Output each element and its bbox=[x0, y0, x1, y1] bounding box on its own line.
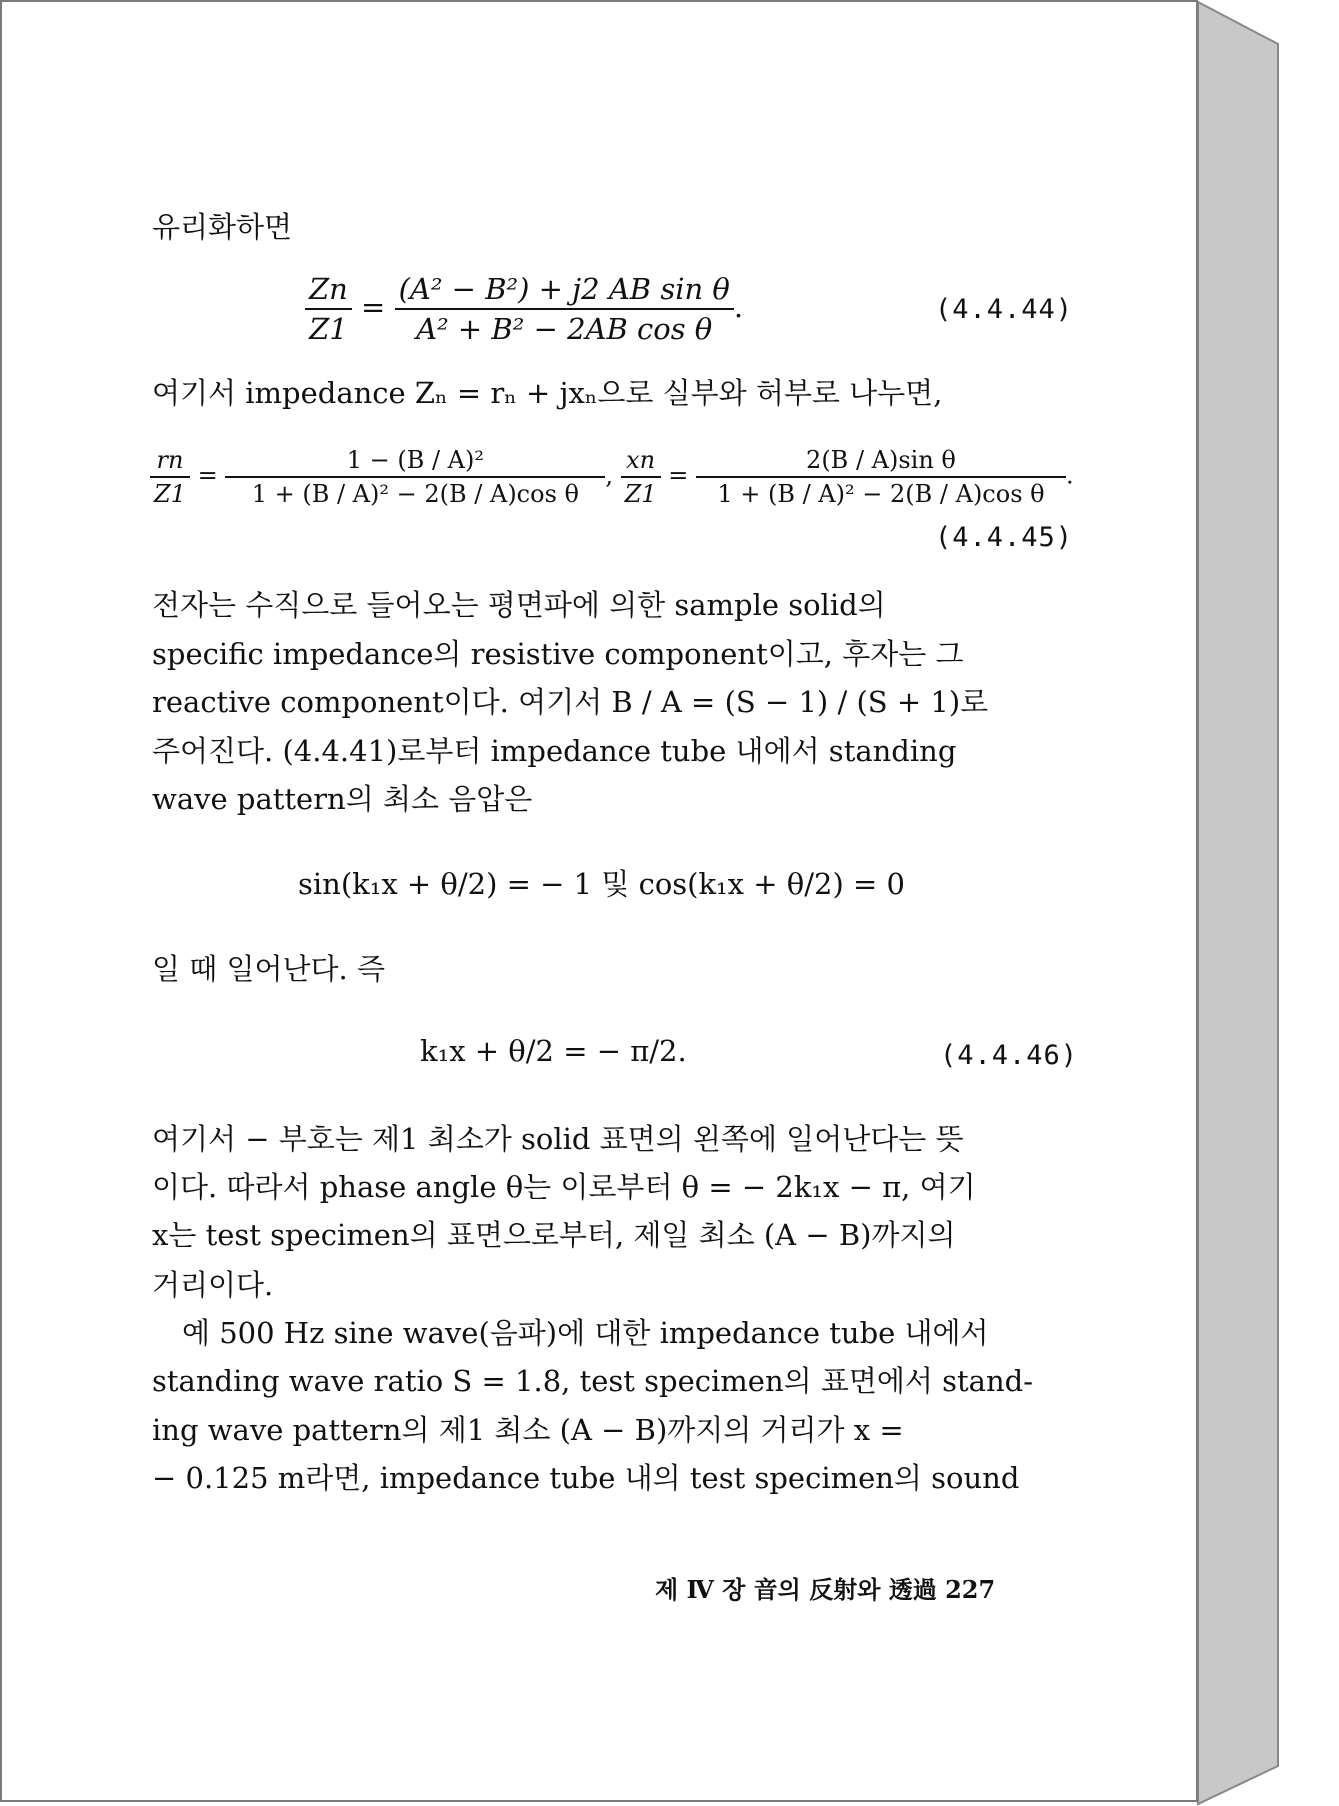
equation-number: (4.4.44) bbox=[935, 294, 1074, 325]
equation-4-4-46: k₁x + θ/2 = − π/2. bbox=[420, 1034, 687, 1068]
equation-sin-cos-condition: sin(k₁x + θ/2) = − 1 및 cos(k₁x + θ/2) = 0 bbox=[298, 867, 905, 901]
text-line: 이다. 따라서 phase angle θ는 이로부터 θ = − 2k₁x − π, 여기 bbox=[152, 1170, 976, 1204]
text-line: 거리이다. bbox=[152, 1268, 274, 1302]
text-line: 유리화하면 bbox=[152, 210, 293, 244]
text-line: 전자는 수직으로 들어오는 평면파에 의한 sample solid의 bbox=[152, 588, 886, 622]
text-line: reactive component이다. 여기서 B / A = (S − 1) / (S + 1)로 bbox=[152, 685, 989, 719]
text-line: wave pattern의 최소 음압은 bbox=[152, 782, 533, 816]
text-line: specific impedance의 resistive component이고, 후자는 그 bbox=[152, 637, 964, 671]
equation-number: (4.4.46) bbox=[940, 1040, 1079, 1071]
page-footer: 제 Ⅳ 장 音의 反射와 透過 227 bbox=[655, 1575, 996, 1604]
text-line: x는 test specimen의 표면으로부터, 제일 최소 (A − B)까지의 bbox=[152, 1218, 956, 1252]
equation-number: (4.4.45) bbox=[935, 522, 1074, 553]
text-line: 주어진다. (4.4.41)로부터 impedance tube 내에서 standing bbox=[152, 734, 957, 768]
equation-4-4-45: $\frac{rn}{Z1}$ = $\frac{\text{1 − (B / A)²}}{\text{1 + (B / A)² − 2(B / A)cos θ}}$ , $\frac{xn}{Z1}$ = $\frac{\text{2(B / A)sin θ}}{\text{1 + (B / A)² − 2(B / A)cos θ}}$ . bbox=[150, 446, 1074, 508]
text-line: 일 때 일어난다. 즉 bbox=[152, 952, 385, 986]
text-line: 예 500 Hz sine wave(음파)에 대한 impedance tube 내에서 bbox=[182, 1316, 989, 1350]
text-line: − 0.125 m라면, impedance tube 내의 test specimen의 sound bbox=[152, 1461, 1020, 1495]
text-line: 여기서 impedance Zₙ = rₙ + jxₙ으로 실부와 허부로 나누면, bbox=[152, 376, 943, 410]
text-line: standing wave ratio S = 1.8, test specimen의 표면에서 stand- bbox=[152, 1364, 1034, 1398]
equation-4-4-44: $\frac{Zn}{Z1}$ = $\frac{\text{(A² − B²) + j2 AB sin θ}}{\text{A² + B² − 2AB cos θ}}$ . bbox=[305, 272, 743, 346]
text-line: 여기서 − 부호는 제1 최소가 solid 표면의 왼쪽에 일어난다는 뜻 bbox=[152, 1122, 964, 1156]
text-line: ing wave pattern의 제1 최소 (A − B)까지의 거리가 x = bbox=[152, 1413, 904, 1447]
